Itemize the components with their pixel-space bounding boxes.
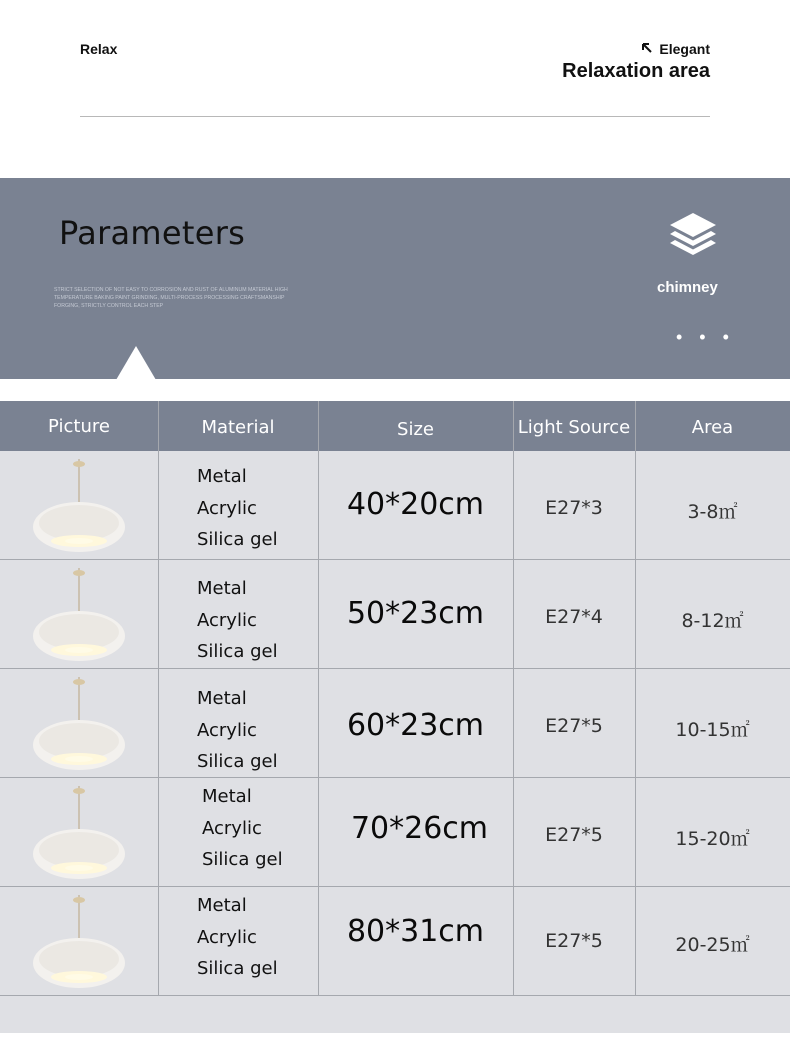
feather-pendant-lamp-image — [30, 673, 128, 773]
size-value: 40*20cm — [346, 487, 485, 522]
relax-label: Relax — [80, 41, 118, 57]
feather-pendant-lamp-image — [30, 455, 128, 555]
header-material: Material — [201, 417, 275, 438]
material-item: Silica gel — [197, 529, 278, 550]
table-row — [0, 560, 790, 669]
material-item: Metal — [197, 895, 247, 916]
material-item: Silica gel — [197, 958, 278, 979]
parameters-table — [0, 401, 790, 1033]
chimney-label: chimney — [657, 279, 718, 296]
material-item: Silica gel — [197, 641, 278, 662]
elegant-label — [641, 41, 710, 57]
header-divider — [80, 116, 710, 117]
more-dots: • • • — [676, 327, 735, 347]
material-item: Metal — [197, 466, 247, 487]
elegant-text: Elegant — [659, 41, 710, 57]
feather-pendant-lamp-image — [30, 782, 128, 882]
material-item: Metal — [197, 578, 247, 599]
layers-stack-icon — [666, 210, 720, 264]
area-value: 3-8㎡ — [687, 501, 738, 523]
header-size: Size — [397, 419, 434, 440]
material-item: Acrylic — [197, 497, 257, 519]
area-value: 20-25㎡ — [675, 934, 750, 956]
banner-notch — [116, 346, 156, 380]
material-item: Acrylic — [197, 609, 257, 631]
relaxation-area-title: Relaxation area — [562, 60, 710, 82]
material-item: Silica gel — [202, 849, 283, 870]
table-row — [0, 669, 790, 778]
light-source-value: E27*5 — [545, 930, 603, 952]
size-value: 70*26cm — [350, 811, 489, 846]
material-item: Acrylic — [202, 817, 262, 839]
parameters-banner — [0, 178, 790, 379]
table-row — [0, 778, 790, 887]
light-source-value: E27*5 — [545, 715, 603, 737]
area-value: 8-12㎡ — [681, 610, 744, 632]
light-source-value: E27*4 — [545, 606, 603, 628]
material-list — [197, 573, 278, 668]
table-row — [0, 887, 790, 996]
table-footer-strip — [0, 996, 790, 1033]
material-list — [202, 781, 283, 876]
material-list — [197, 683, 278, 778]
area-value: 10-15㎡ — [675, 719, 750, 741]
material-item: Acrylic — [197, 926, 257, 948]
header-picture: Picture — [48, 416, 110, 437]
light-source-value: E27*5 — [545, 824, 603, 846]
material-item: Silica gel — [197, 751, 278, 772]
material-item: Metal — [202, 786, 252, 807]
size-value: 80*31cm — [346, 914, 485, 949]
material-item: Metal — [197, 688, 247, 709]
size-value: 60*23cm — [346, 708, 485, 743]
banner-title: Parameters — [59, 214, 246, 252]
material-item: Acrylic — [197, 719, 257, 741]
banner-fine-print: STRICT SELECTION OF NOT EASY TO CORROSION AND RUST OF ALUMINUM MATERIAL HIGH TEMPERATURE BAKING PAINT GRINDING, MULTI-PROCESS PROCESSING CRAFTSMANSHIP FORGING, STRICTLY CONTROL EACH STEP — [54, 287, 288, 309]
header-light-source: Light Source — [517, 417, 631, 438]
size-value: 50*23cm — [346, 596, 485, 631]
light-source-value: E27*3 — [545, 497, 603, 519]
area-value: 15-20㎡ — [675, 828, 750, 850]
material-list — [197, 461, 278, 556]
table-header — [0, 401, 790, 451]
header-area: Area — [691, 417, 734, 438]
table-row — [0, 451, 790, 560]
feather-pendant-lamp-image — [30, 891, 128, 991]
feather-pendant-lamp-image — [30, 564, 128, 664]
arrow-up-left-icon — [641, 41, 653, 57]
material-list — [197, 890, 278, 985]
